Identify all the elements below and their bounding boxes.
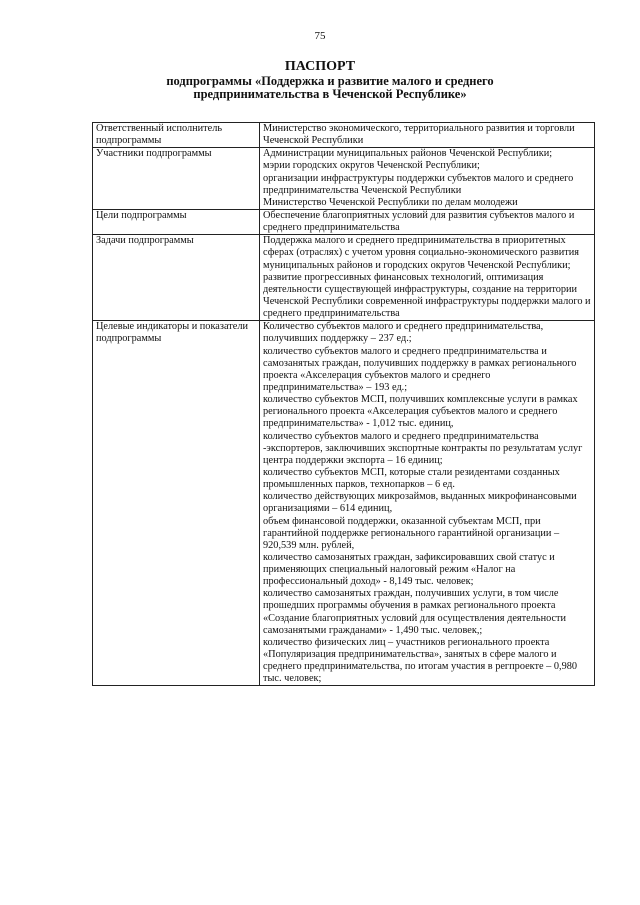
row-label: Ответственный исполнитель подпрограммы <box>93 123 260 148</box>
table-row <box>93 123 595 148</box>
table-row <box>93 321 595 686</box>
document-subtitle: подпрограммы «Поддержка и развитие малого и среднего предпринимательства в Чеченской Республике» <box>166 74 494 102</box>
row-value: Количество субъектов малого и среднего предпринимательства, получивших поддержку – 237 ед.; количество субъектов малого и среднего предпринимательства и самозанятых граждан, получивших поддержку в рамках регионального проекта «Акселерация субъектов малого и среднего предпринимательства» – 193 ед.; количество субъектов МСП, получивших комплексные услуги в рамках регионального проекта «Акселерация субъектов малого и среднего предпринимательства» - 1,012 тыс. единиц, количество субъектов малого и среднего предпринимательства -экспортеров, заключивших экспортные контракты по результатам услуг центра поддержки экспорта – 16 единиц; количество субъектов МСП, которые стали резидентами созданных промышленных парков, технопарков – 6 ед. количество действующих микрозаймов, выданных микрофинансовыми организациями – 614 единиц, объем финансовой поддержки, оказанной субъектам МСП, при гарантийной поддержке регионального гарантийной организации – 920,539 млн. рублей, количество самозанятых граждан, зафиксировавших свой статус и применяющих специальный налоговый режим «Налог на профессиональный доход» - 8,149 тыс. человек; количество самозанятых граждан, получивших услуги, в том числе прошедших программы обучения в рамках регионального проекта «Создание благоприятных условий для осуществления деятельности самозанятыми гражданами» - 1,490 тыс. человек,; количество физических лиц – участников регионального проекта «Популяризация предпринимательства», занятых в сфере малого и среднего предпринимательства, по итогам участия в регпроекте – 0,980 тыс. человек; <box>260 321 595 686</box>
row-value: Поддержка малого и среднего предпринимательства в приоритетных сферах (отраслях) с учетом уровня социально-экономического развития муниципальных районов и городских округов Чеченской Республики; развитие прогрессивных финансовых технологий, оптимизация деятельности существующей инфраструктуры, создание на территории Чеченской Республики современной инфраструктуры поддержки малого и среднего предпринимательства <box>260 235 595 321</box>
row-label: Задачи подпрограммы <box>93 235 260 321</box>
row-value: Администрации муниципальных районов Чеченской Республики; мэрии городских округов Чеченской Республики; организации инфраструктуры поддержки субъектов малого и среднего предпринимательства Чеченской Республики Министерство Чеченской Республики по делам молодежи <box>260 148 595 210</box>
row-label: Участники подпрограммы <box>93 148 260 210</box>
table-row <box>93 148 595 210</box>
row-value: Обеспечение благоприятных условий для развития субъектов малого и среднего предпринимательства <box>260 209 595 234</box>
passport-table <box>92 122 595 686</box>
row-value: Министерство экономического, территориального развития и торговли Чеченской Республики <box>260 123 595 148</box>
table-row <box>93 209 595 234</box>
table-row <box>93 235 595 321</box>
document-title: ПАСПОРТ <box>284 59 356 74</box>
page-number: 75 <box>314 30 326 42</box>
row-label: Цели подпрограммы <box>93 209 260 234</box>
row-label: Целевые индикаторы и показатели подпрограммы <box>93 321 260 686</box>
